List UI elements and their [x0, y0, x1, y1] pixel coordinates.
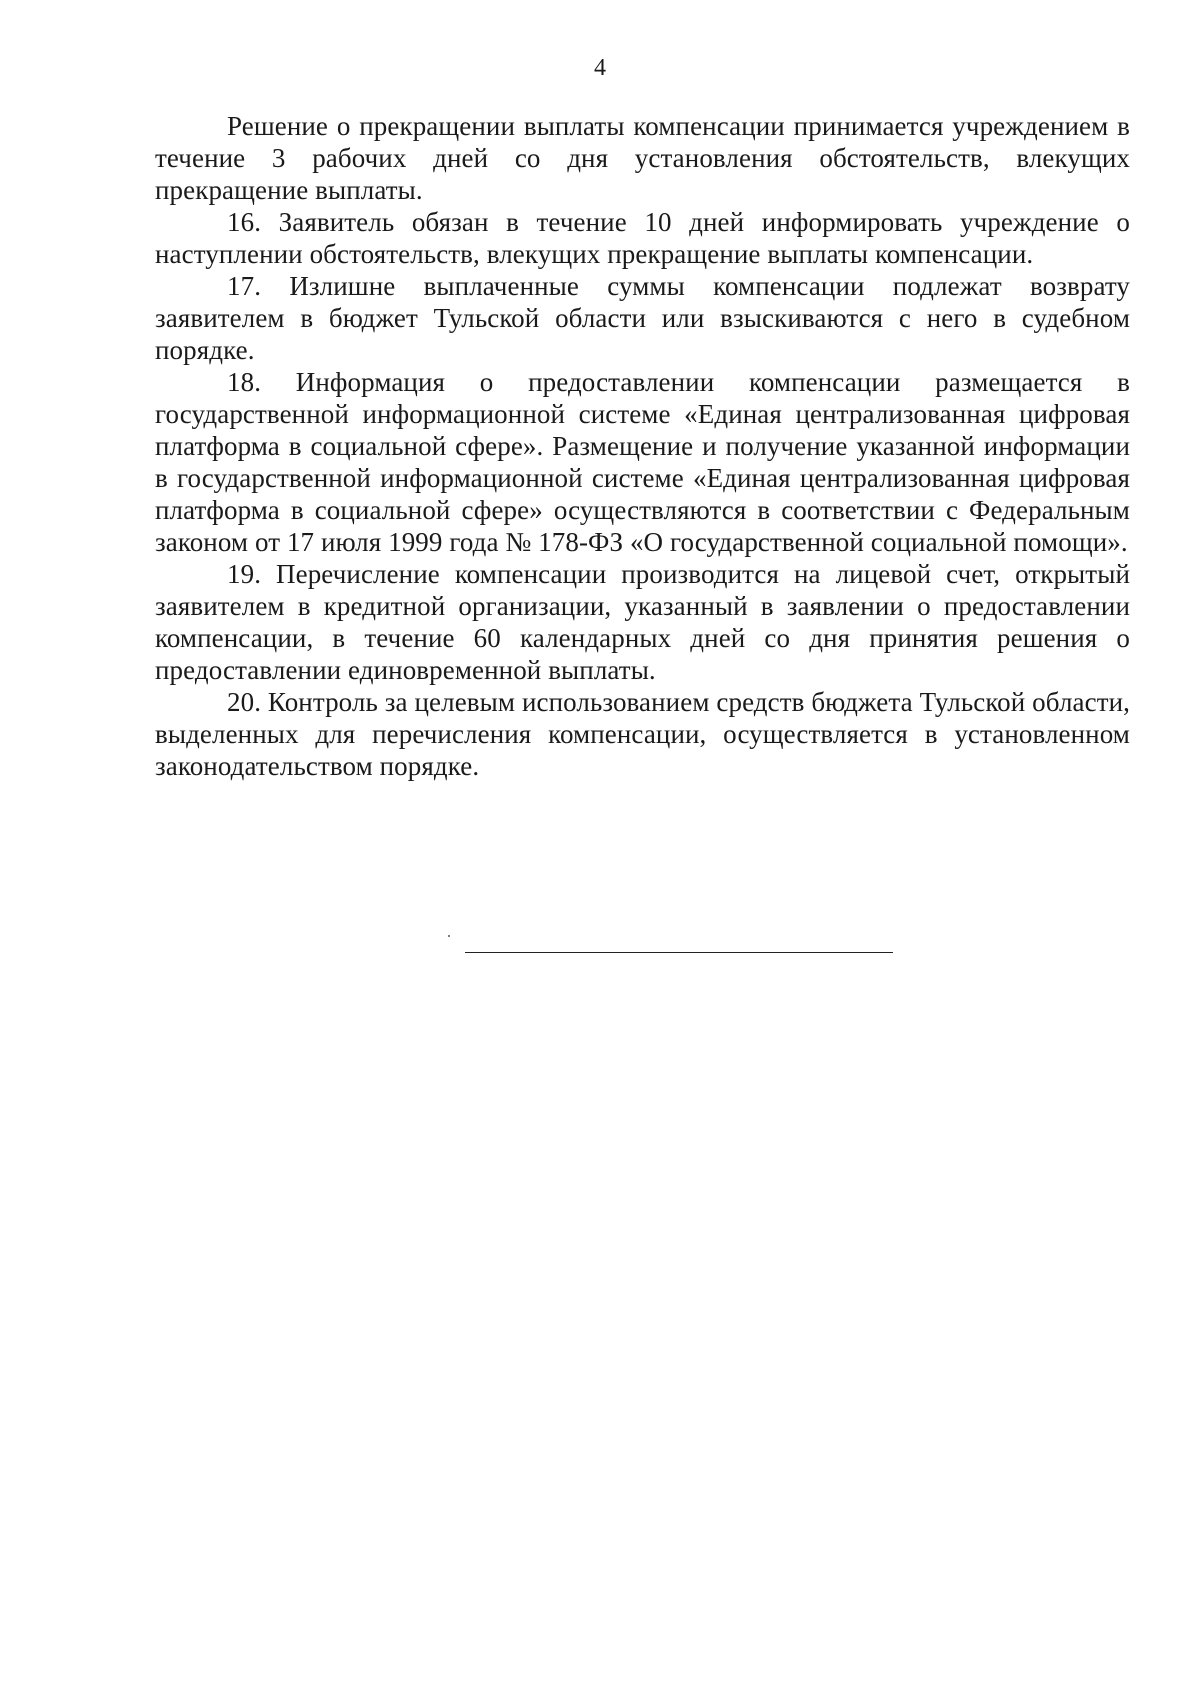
paragraph-20: 20. Контроль за целевым использованием средств бюджета Тульской области, выделенных для перечисления компенсации, осуществляется в установленном законодательством порядке.	[155, 687, 1130, 781]
paragraph-19: 19. Перечисление компенсации производится на лицевой счет, открытый заявителем в кредитной организации, указанный в заявлении о предоставлении компенсации, в течение 60 календарных дней со дня принятия решения о предоставлении единовременной выплаты.	[155, 559, 1130, 685]
paragraph-termination-decision: Решение о прекращении выплаты компенсации принимается учреждением в течение 3 рабочих дней со дня установления обстоятельств, влекущих прекращение выплаты.	[155, 111, 1130, 205]
document-body	[155, 110, 1130, 782]
page-number: 4	[594, 55, 606, 81]
end-of-document-rule	[465, 952, 893, 953]
paragraph-16: 16. Заявитель обязан в течение 10 дней информировать учреждение о наступлении обстоятельств, влекущих прекращение выплаты компенсации.	[155, 207, 1130, 269]
paragraph-18: 18. Информация о предоставлении компенсации размещается в государственной информационной системе «Единая централизованная цифровая платформа в социальной сфере». Размещение и получение указанной информации в государственной информационной системе «Единая централизованная цифровая платформа в социальной сфере» осуществляются в соответствии с Федеральным законом от 17 июля 1999 года № 178-ФЗ «О государственной социальной помощи».	[155, 367, 1130, 557]
scan-speck	[448, 935, 450, 937]
paragraph-17: 17. Излишне выплаченные суммы компенсации подлежат возврату заявителем в бюджет Тульской области или взыскиваются с него в судебном порядке.	[155, 271, 1130, 365]
